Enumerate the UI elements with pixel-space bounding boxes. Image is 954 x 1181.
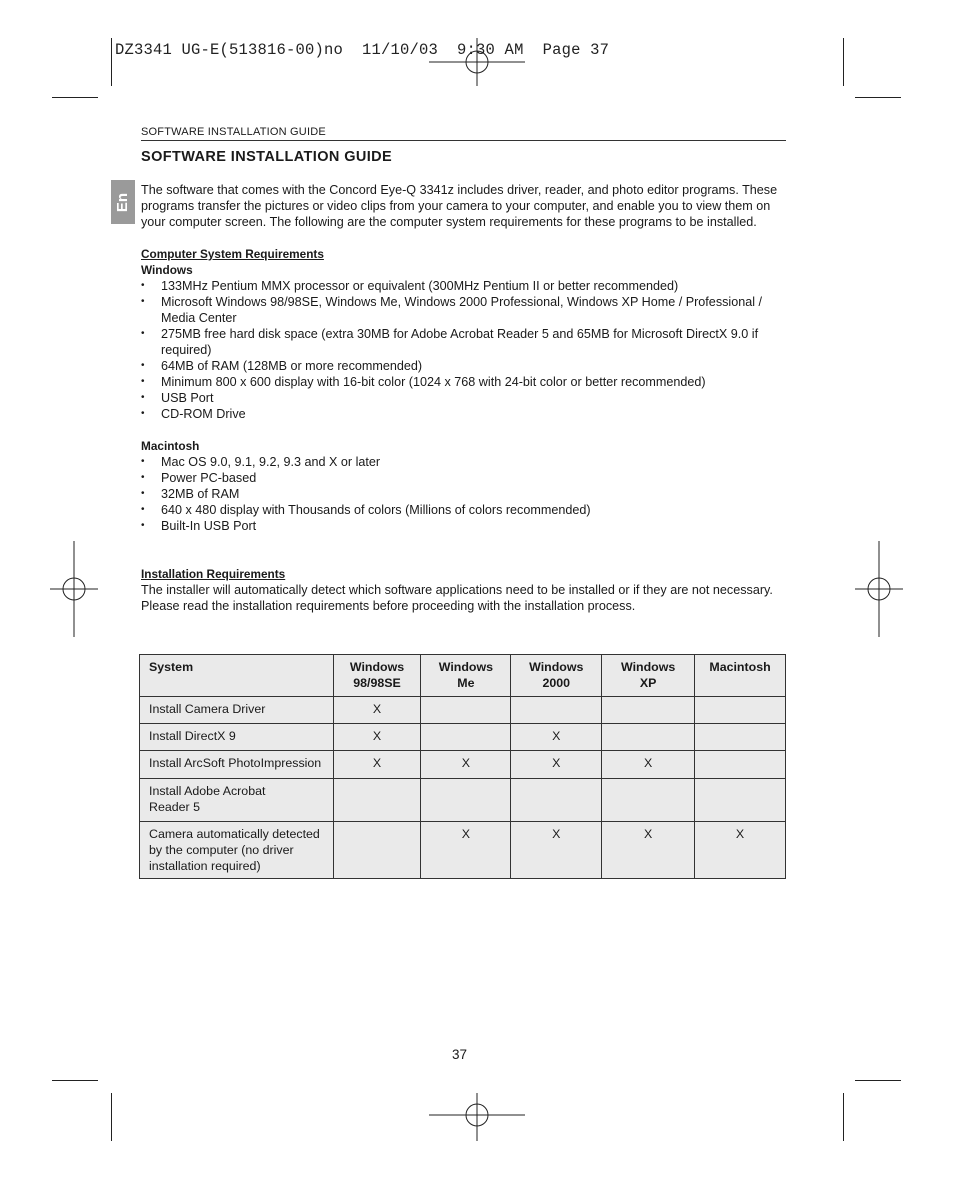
list-item: • Minimum 800 x 600 display with 16-bit color (1024 x 768 with 24-bit color or better recommended) — [141, 374, 789, 390]
table-cell: X — [695, 822, 786, 879]
table-header-row — [140, 655, 786, 697]
main-content — [141, 182, 789, 614]
table-cell: X — [602, 751, 695, 779]
installation-requirements-table — [139, 654, 786, 879]
table-cell: X — [333, 697, 421, 724]
table-cell — [511, 697, 602, 724]
table-cell: X — [421, 751, 511, 779]
print-slug-header: DZ3341 UG-E(513816-00)no 11/10/03 9:30 AM Page 37 — [115, 41, 610, 59]
row-label: Install Adobe Acrobat Reader 5 — [140, 779, 334, 822]
table-row — [140, 697, 786, 724]
list-item: • USB Port — [141, 390, 789, 406]
row-label: Install DirectX 9 — [140, 724, 334, 751]
table-cell — [602, 697, 695, 724]
list-item: • 64MB of RAM (128MB or more recommended) — [141, 358, 789, 374]
table-row — [140, 751, 786, 779]
table-cell — [695, 751, 786, 779]
column-header-macintosh: Macintosh — [695, 655, 786, 697]
list-item: • 275MB free hard disk space (extra 30MB for Adobe Acrobat Reader 5 and 65MB for Microsoft DirectX 9.0 if required) — [141, 326, 789, 358]
running-head: SOFTWARE INSTALLATION GUIDE — [141, 126, 326, 138]
table-cell — [602, 779, 695, 822]
page-number: 37 — [452, 1047, 468, 1062]
table-cell — [333, 822, 421, 879]
list-item: • Microsoft Windows 98/98SE, Windows Me, Windows 2000 Professional, Windows XP Home / Professional / Media Center — [141, 294, 789, 326]
column-header-windows-2000: Windows 2000 — [511, 655, 602, 697]
row-label: Install ArcSoft PhotoImpression — [140, 751, 334, 779]
page-title: SOFTWARE INSTALLATION GUIDE — [141, 149, 393, 165]
table-cell: X — [511, 822, 602, 879]
installation-requirements-heading: Installation Requirements — [141, 567, 286, 581]
table-cell — [421, 724, 511, 751]
table-cell — [421, 779, 511, 822]
windows-heading: Windows — [141, 263, 193, 277]
header-rule — [141, 140, 786, 141]
registration-mark-icon — [50, 541, 98, 637]
list-item: • Mac OS 9.0, 9.1, 9.2, 9.3 and X or later — [141, 454, 789, 470]
language-tab-label: En — [114, 192, 132, 212]
list-item: • 133MHz Pentium MMX processor or equivalent (300MHz Pentium II or better recommended) — [141, 278, 789, 294]
table-cell: X — [511, 751, 602, 779]
list-item: • 640 x 480 display with Thousands of colors (Millions of colors recommended) — [141, 502, 789, 518]
language-tab — [111, 180, 135, 224]
registration-mark-icon — [855, 541, 903, 637]
installation-paragraph: The installer will automatically detect which software applications need to be installed or if they are not necessary. Please read the installation requirements before proceeding with the installation process. — [141, 583, 773, 613]
table-row — [140, 724, 786, 751]
row-label: Camera automatically detected by the computer (no driver installation required) — [140, 822, 334, 879]
table-cell: X — [421, 822, 511, 879]
list-item: • CD-ROM Drive — [141, 406, 789, 422]
table-cell — [695, 724, 786, 751]
intro-paragraph: The software that comes with the Concord Eye-Q 3341z includes driver, reader, and photo editor programs. These programs transfer the pictures or video clips from your camera to your computer, and enable you to view them on your computer screen. The following are the computer system requirements for these programs to be installed. — [141, 183, 778, 229]
table-row — [140, 822, 786, 879]
row-label: Install Camera Driver — [140, 697, 334, 724]
table-cell — [333, 779, 421, 822]
macintosh-heading: Macintosh — [141, 439, 200, 453]
table-cell — [602, 724, 695, 751]
list-item: • 32MB of RAM — [141, 486, 789, 502]
column-header-windows-me: Windows Me — [421, 655, 511, 697]
table-cell: X — [602, 822, 695, 879]
table-cell — [695, 779, 786, 822]
macintosh-requirements-list — [141, 454, 789, 534]
table-cell — [695, 697, 786, 724]
windows-requirements-list — [141, 278, 789, 422]
list-item: • Built-In USB Port — [141, 518, 789, 534]
list-item: • Power PC-based — [141, 470, 789, 486]
column-header-system: System — [140, 655, 334, 697]
registration-mark-icon — [429, 38, 525, 86]
table-cell: X — [511, 724, 602, 751]
table-cell: X — [333, 724, 421, 751]
table-cell: X — [333, 751, 421, 779]
column-header-windows-xp: Windows XP — [602, 655, 695, 697]
column-header-windows-98: Windows 98/98SE — [333, 655, 421, 697]
table-cell — [511, 779, 602, 822]
table-row — [140, 779, 786, 822]
system-requirements-heading: Computer System Requirements — [141, 247, 324, 261]
registration-mark-icon — [429, 1093, 525, 1141]
table-cell — [421, 697, 511, 724]
